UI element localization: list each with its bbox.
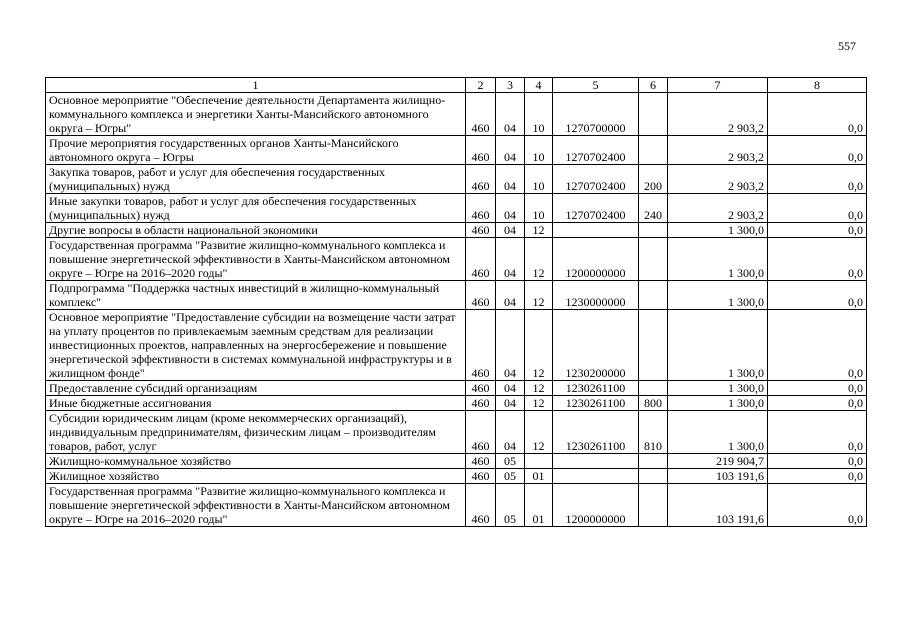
expense-type-cell: 810 (639, 411, 668, 454)
amount-cell: 103 191,6 (668, 469, 768, 484)
target-article-cell: 1230200000 (553, 310, 639, 381)
amount-cell: 103 191,6 (668, 484, 768, 527)
ved-cell: 460 (466, 194, 496, 223)
row-name-cell: Основное мероприятие "Обеспечение деятельности Департамента жилищно-коммунального комплекса и энергетики Ханты-Мансийского автономного округа – Югры" (46, 93, 466, 136)
table-row (46, 194, 867, 223)
amount2-cell: 0,0 (768, 381, 867, 396)
row-name-cell: Субсидии юридическим лицам (кроме некоммерческих организаций), индивидуальным предпринимателям, физическим лицам – производителям товаров, работ, услуг (46, 411, 466, 454)
expense-type-cell: 800 (639, 396, 668, 411)
ved-cell: 460 (466, 381, 496, 396)
ved-cell: 460 (466, 396, 496, 411)
expense-type-cell: 240 (639, 194, 668, 223)
table-row (46, 136, 867, 165)
ved-cell: 460 (466, 469, 496, 484)
amount-cell: 219 904,7 (668, 454, 768, 469)
amount-cell: 1 300,0 (668, 223, 768, 238)
header-cell: 2 (466, 78, 496, 93)
ved-cell: 460 (466, 484, 496, 527)
target-article-cell (553, 223, 639, 238)
ved-cell: 460 (466, 411, 496, 454)
table-row (46, 454, 867, 469)
expense-type-cell (639, 223, 668, 238)
ved-cell: 460 (466, 454, 496, 469)
row-name-cell: Другие вопросы в области национальной экономики (46, 223, 466, 238)
row-name-cell: Государственная программа "Развитие жилищно-коммунального комплекса и повышение энергетической эффективности в Ханты-Мансийском автономном округе – Югре на 2016–2020 годы" (46, 238, 466, 281)
amount-cell: 1 300,0 (668, 381, 768, 396)
ved-cell: 460 (466, 238, 496, 281)
subsection-cell: 12 (525, 238, 553, 281)
page-number: 557 (838, 39, 856, 53)
amount-cell: 1 300,0 (668, 396, 768, 411)
amount-cell: 2 903,2 (668, 194, 768, 223)
target-article-cell: 1270702400 (553, 136, 639, 165)
amount2-cell: 0,0 (768, 238, 867, 281)
amount2-cell: 0,0 (768, 396, 867, 411)
subsection-cell: 01 (525, 484, 553, 527)
budget-table (45, 77, 867, 527)
table-header-row (46, 78, 867, 93)
subsection-cell: 12 (525, 310, 553, 381)
section-cell: 04 (496, 396, 525, 411)
row-name-cell: Иные бюджетные ассигнования (46, 396, 466, 411)
section-cell: 04 (496, 93, 525, 136)
subsection-cell: 01 (525, 469, 553, 484)
table-row (46, 310, 867, 381)
table-row (46, 281, 867, 310)
header-cell: 8 (768, 78, 867, 93)
section-cell: 04 (496, 381, 525, 396)
section-cell: 04 (496, 223, 525, 238)
expense-type-cell (639, 93, 668, 136)
row-name-cell: Предоставление субсидий организациям (46, 381, 466, 396)
amount-cell: 1 300,0 (668, 281, 768, 310)
amount-cell: 2 903,2 (668, 93, 768, 136)
expense-type-cell (639, 454, 668, 469)
table-row (46, 484, 867, 527)
target-article-cell: 1230261100 (553, 396, 639, 411)
target-article-cell: 1230000000 (553, 281, 639, 310)
ved-cell: 460 (466, 223, 496, 238)
row-name-cell: Иные закупки товаров, работ и услуг для обеспечения государственных (муниципальных) нужд (46, 194, 466, 223)
expense-type-cell (639, 381, 668, 396)
subsection-cell: 12 (525, 381, 553, 396)
section-cell: 05 (496, 484, 525, 527)
section-cell: 04 (496, 165, 525, 194)
subsection-cell: 10 (525, 194, 553, 223)
subsection-cell: 12 (525, 411, 553, 454)
row-name-cell: Подпрограмма "Поддержка частных инвестиций в жилищно-коммунальный комплекс" (46, 281, 466, 310)
subsection-cell: 12 (525, 396, 553, 411)
amount2-cell: 0,0 (768, 194, 867, 223)
target-article-cell: 1230261100 (553, 381, 639, 396)
expense-type-cell (639, 484, 668, 527)
section-cell: 04 (496, 281, 525, 310)
header-cell: 5 (553, 78, 639, 93)
amount2-cell: 0,0 (768, 165, 867, 194)
section-cell: 04 (496, 194, 525, 223)
header-cell: 4 (525, 78, 553, 93)
row-name-cell: Жилищно-коммунальное хозяйство (46, 454, 466, 469)
header-cell: 1 (46, 78, 466, 93)
subsection-cell: 12 (525, 223, 553, 238)
target-article-cell: 1270702400 (553, 194, 639, 223)
amount2-cell: 0,0 (768, 136, 867, 165)
ved-cell: 460 (466, 310, 496, 381)
target-article-cell: 1200000000 (553, 484, 639, 527)
section-cell: 05 (496, 469, 525, 484)
amount-cell: 1 300,0 (668, 310, 768, 381)
amount2-cell: 0,0 (768, 454, 867, 469)
subsection-cell (525, 454, 553, 469)
amount2-cell: 0,0 (768, 223, 867, 238)
expense-type-cell (639, 136, 668, 165)
target-article-cell: 1270702400 (553, 165, 639, 194)
table-row (46, 223, 867, 238)
target-article-cell: 1230261100 (553, 411, 639, 454)
header-cell: 3 (496, 78, 525, 93)
amount-cell: 1 300,0 (668, 238, 768, 281)
amount-cell: 1 300,0 (668, 411, 768, 454)
expense-type-cell (639, 238, 668, 281)
table-row (46, 165, 867, 194)
row-name-cell: Основное мероприятие "Предоставление субсидии на возмещение части затрат на уплату процентов по привлекаемым заемным средствам для реализации инвестиционных проектов, направленных на энергосбережение и повышение энергетической эффективности в системах коммунальной инфраструктуры и в жилищном фонде" (46, 310, 466, 381)
table-row (46, 396, 867, 411)
section-cell: 04 (496, 310, 525, 381)
amount2-cell: 0,0 (768, 310, 867, 381)
row-name-cell: Прочие мероприятия государственных органов Ханты-Мансийского автономного округа – Югры (46, 136, 466, 165)
ved-cell: 460 (466, 93, 496, 136)
subsection-cell: 10 (525, 136, 553, 165)
target-article-cell: 1200000000 (553, 238, 639, 281)
target-article-cell: 1270700000 (553, 93, 639, 136)
ved-cell: 460 (466, 281, 496, 310)
amount2-cell: 0,0 (768, 93, 867, 136)
header-cell: 6 (639, 78, 668, 93)
row-name-cell: Жилищное хозяйство (46, 469, 466, 484)
row-name-cell: Государственная программа "Развитие жилищно-коммунального комплекса и повышение энергетической эффективности в Ханты-Мансийском автономном округе – Югре на 2016–2020 годы" (46, 484, 466, 527)
target-article-cell (553, 469, 639, 484)
subsection-cell: 12 (525, 281, 553, 310)
amount2-cell: 0,0 (768, 484, 867, 527)
header-cell: 7 (668, 78, 768, 93)
section-cell: 05 (496, 454, 525, 469)
amount2-cell: 0,0 (768, 281, 867, 310)
ved-cell: 460 (466, 165, 496, 194)
section-cell: 04 (496, 411, 525, 454)
amount2-cell: 0,0 (768, 411, 867, 454)
expense-type-cell (639, 310, 668, 381)
subsection-cell: 10 (525, 93, 553, 136)
amount-cell: 2 903,2 (668, 165, 768, 194)
section-cell: 04 (496, 238, 525, 281)
expense-type-cell: 200 (639, 165, 668, 194)
ved-cell: 460 (466, 136, 496, 165)
table-row (46, 381, 867, 396)
table-row (46, 469, 867, 484)
table-row (46, 93, 867, 136)
table-row (46, 238, 867, 281)
expense-type-cell (639, 281, 668, 310)
amount-cell: 2 903,2 (668, 136, 768, 165)
section-cell: 04 (496, 136, 525, 165)
target-article-cell (553, 454, 639, 469)
row-name-cell: Закупка товаров, работ и услуг для обеспечения государственных (муниципальных) нужд (46, 165, 466, 194)
table-row (46, 411, 867, 454)
amount2-cell: 0,0 (768, 469, 867, 484)
subsection-cell: 10 (525, 165, 553, 194)
expense-type-cell (639, 469, 668, 484)
